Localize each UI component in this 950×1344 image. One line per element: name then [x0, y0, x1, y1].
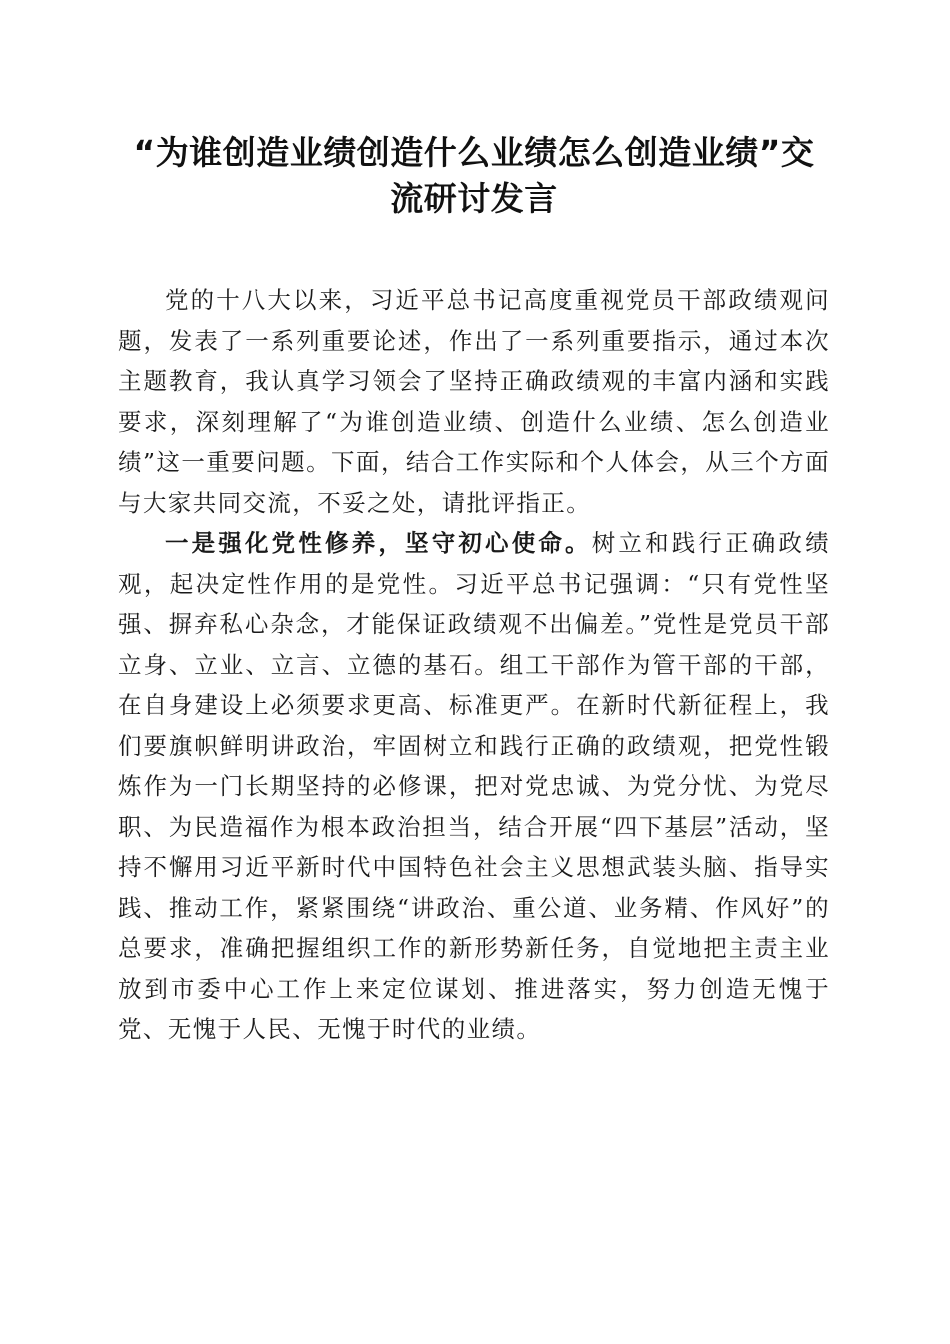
paragraph-intro [118, 280, 830, 523]
paragraph-point-one-text: 树立和践行正确政绩观，起决定性作用的是党性。习近平总书记强调：“只有党性坚强、摒弃私心杂念，才能保证政绩观不出偏差。”党性是党员干部立身、立业、立言、立德的基石。组工干部作为管干部的干部，在自身建设上必须要求更高、标准更严。在新时代新征程上，我们要旗帜鲜明讲政治，牢固树立和践行正确的政绩观，把党性锻炼作为一门长期坚持的必修课，把对党忠诚、为党分忧、为党尽职、为民造福作为根本政治担当，结合开展“四下基层”活动，坚持不懈用习近平新时代中国特色社会主义思想武装头脑、指导实践、推动工作，紧紧围绕“讲政治、重公道、业务精、作风好”的总要求，准确把握组织工作的新形势新任务，自觉地把主责主业放到市委中心工作上来定位谋划、推进落实，努力创造无愧于党、无愧于人民、无愧于时代的业绩。 [118, 529, 830, 1043]
document-title: “为谁创造业绩创造什么业绩怎么创造业绩”交流研讨发言 [133, 133, 815, 218]
paragraph-intro-text: 党的十八大以来，习近平总书记高度重视党员干部政绩观问题，发表了一系列重要论述，作出了一系列重要指示，通过本次主题教育，我认真学习领会了坚持正确政绩观的丰富内涵和实践要求，深刻理解了“为谁创造业绩、创造什么业绩、怎么创造业绩”这一重要问题。下面，结合工作实际和个人体会，从三个方面与大家共同交流，不妥之处，请批评指正。 [118, 286, 830, 517]
document-body [118, 280, 830, 1050]
paragraph-point-one [118, 523, 830, 1050]
paragraph-point-one-heading: 一是强化党性修养，坚守初心使命。 [165, 529, 592, 557]
document-page [118, 130, 830, 1050]
